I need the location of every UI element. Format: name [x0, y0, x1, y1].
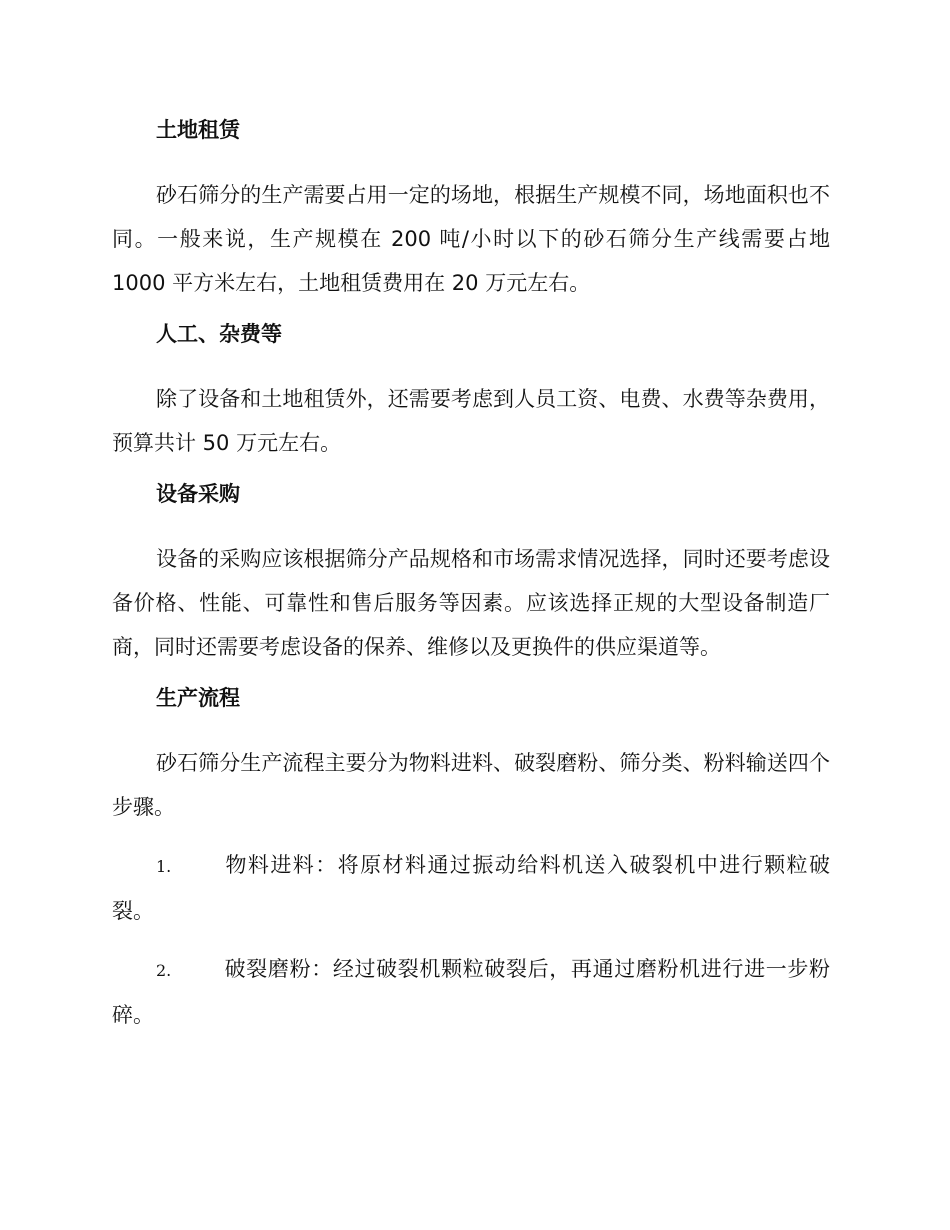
list-item [112, 947, 830, 1037]
section-paragraph: 砂石筛分生产流程主要分为物料进料、破裂磨粉、筛分类、粉料输送四个步骤。 [112, 751, 830, 819]
list-item [112, 843, 830, 933]
section-heading: 设备采购 [156, 482, 240, 506]
section-paragraph: 除了设备和土地租赁外，还需要考虑到人员工资、电费、水费等杂费用，预算共计 50 万元左右。 [112, 387, 830, 455]
list-item-text: 破裂磨粉：经过破裂机颗粒破裂后，再通过磨粉机进行进一步粉碎。 [112, 957, 830, 1027]
section-production-process [112, 683, 830, 1037]
section-equipment-purchase [112, 479, 830, 669]
section-paragraph: 设备的采购应该根据筛分产品规格和市场需求情况选择，同时还要考虑设备价格、性能、可靠性和售后服务等因素。应该选择正规的大型设备制造厂商，同时还需要考虑设备的保养、维修以及更换件的供应渠道等。 [112, 547, 830, 659]
process-steps-list [112, 843, 830, 1037]
section-land-lease [112, 115, 830, 305]
section-heading: 人工、杂费等 [156, 322, 282, 346]
section-heading: 土地租赁 [156, 118, 240, 142]
section-paragraph: 砂石筛分的生产需要占用一定的场地，根据生产规模不同，场地面积也不同。一般来说，生产规模在 200 吨/小时以下的砂石筛分生产线需要占地 1000 平方米左右，土地租赁费用在 20 万元左右。 [112, 183, 830, 295]
list-item-number: 2. [156, 961, 172, 980]
section-heading: 生产流程 [156, 686, 240, 710]
list-item-text: 物料进料：将原材料通过振动给料机送入破裂机中进行颗粒破裂。 [112, 853, 830, 923]
section-labor-misc [112, 319, 830, 465]
list-item-number: 1. [156, 857, 172, 876]
